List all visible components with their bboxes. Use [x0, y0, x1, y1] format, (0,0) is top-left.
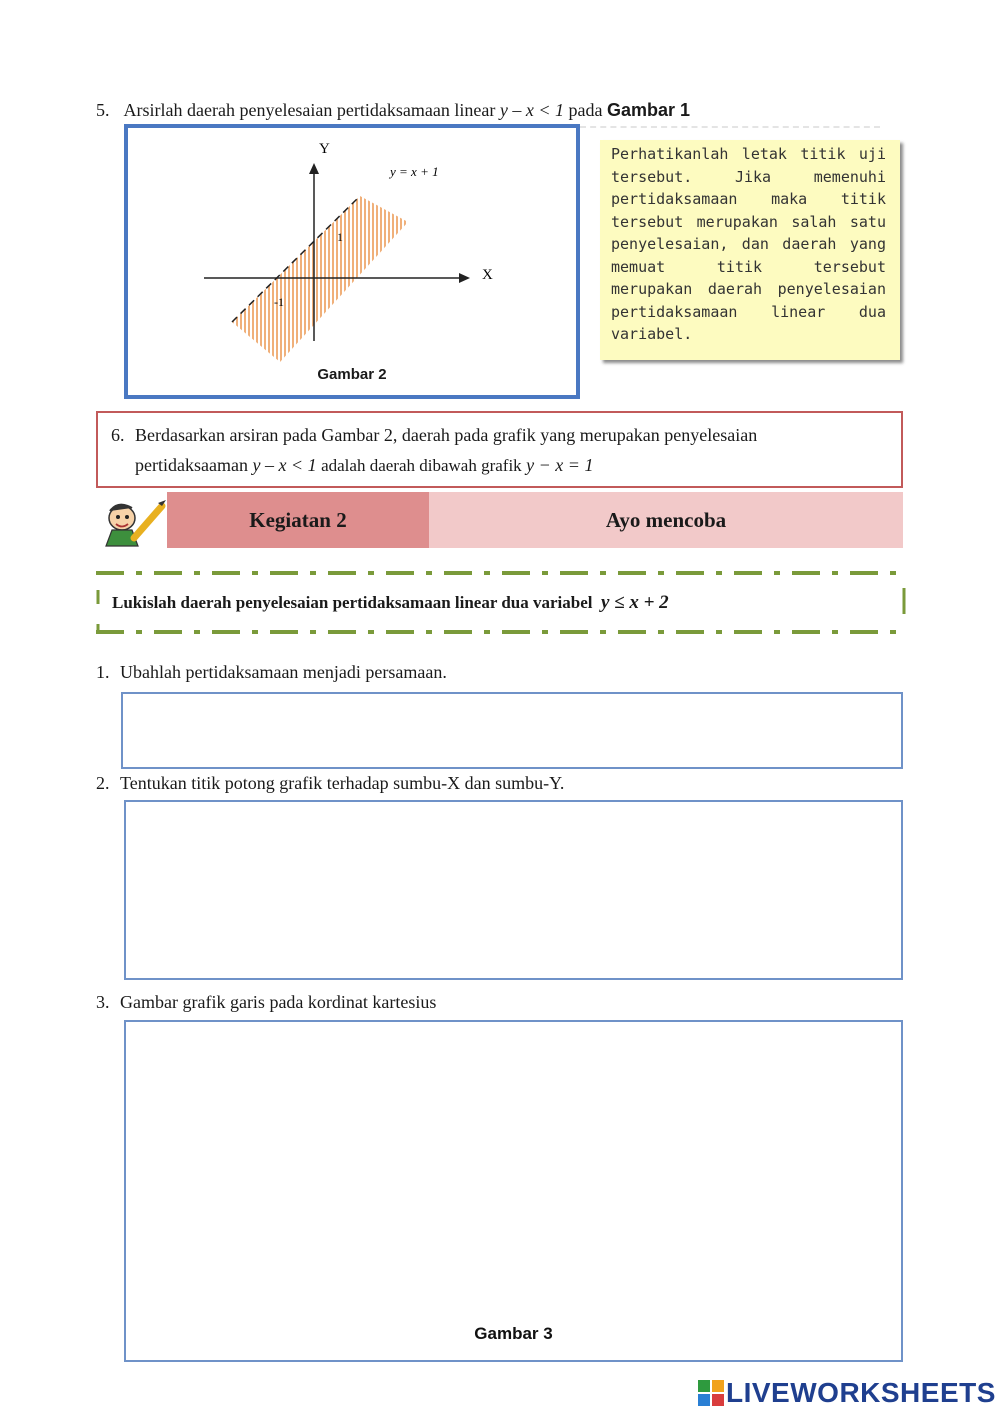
- x-axis-arrow-icon: [459, 273, 470, 283]
- graph-drawing-area[interactable]: [124, 1020, 903, 1362]
- question-6-line-2: [111, 450, 889, 481]
- logo-square-green: [698, 1380, 710, 1392]
- shaded-region: [232, 196, 408, 362]
- ayo-mencoba-label: Ayo mencoba: [429, 492, 903, 548]
- logo-square-blue: [698, 1394, 710, 1406]
- question-6-text-3: adalah daerah dibawah grafik: [321, 456, 522, 475]
- step-2-text: Tentukan titik potong grafik terhadap sumbu-X dan sumbu-Y.: [120, 773, 565, 793]
- step-2: [96, 771, 564, 795]
- logo-square-red: [712, 1394, 724, 1406]
- question-5-figure-ref: Gambar 1: [606, 100, 690, 120]
- mascot-pencil: [134, 506, 162, 538]
- step-1: [96, 660, 447, 684]
- dashed-divider: [580, 126, 880, 128]
- liveworksheets-logo-icon: [698, 1380, 724, 1406]
- step-1-text: Ubahlah pertidaksamaan menjadi persamaan.: [120, 662, 447, 682]
- liveworksheets-brand: LIVEWORKSHEETS: [726, 1377, 996, 1408]
- question-6-text: Berdasarkan arsiran pada Gambar 2, daerah pada grafik yang merupakan penyelesaian: [135, 425, 758, 445]
- question-6-inequality: y – x < 1: [252, 455, 317, 475]
- answer-box-1[interactable]: [121, 692, 903, 769]
- logo-square-orange: [712, 1380, 724, 1392]
- mascot-eye: [116, 515, 120, 519]
- question-5-text-mid: pada: [568, 100, 603, 120]
- question-5-inequality: y – x < 1: [499, 100, 564, 120]
- instruction-text-line: [112, 591, 669, 615]
- instruction-text: Lukislah daerah penyelesaian pertidaksamaan linear dua variabel: [112, 593, 593, 612]
- question-6-text-2: pertidaksaaman: [135, 455, 248, 475]
- x-tick-label: -1: [274, 295, 284, 309]
- step-2-number: 2.: [96, 773, 110, 793]
- hint-note: [600, 140, 900, 360]
- question-6-number: 6.: [111, 425, 125, 445]
- x-axis-label: X: [482, 267, 493, 283]
- step-3: [96, 990, 436, 1014]
- question-6-box: [96, 411, 903, 488]
- y-axis-label: Y: [319, 141, 330, 157]
- figure-2-box: [124, 124, 580, 399]
- step-3-text: Gambar grafik garis pada kordinat kartesius: [120, 992, 437, 1012]
- kegiatan-label: Kegiatan 2: [167, 492, 429, 548]
- question-5-text: Arsirlah daerah penyelesaian pertidaksamaan linear: [123, 100, 496, 120]
- answer-box-2[interactable]: [124, 800, 903, 980]
- line-label: y = x + 1: [390, 164, 439, 179]
- figure-2-caption: Gambar 2: [317, 366, 387, 383]
- mascot-eye: [125, 515, 129, 519]
- question-6-equation: y − x = 1: [526, 455, 594, 475]
- step-1-number: 1.: [96, 662, 110, 682]
- step-3-number: 3.: [96, 992, 110, 1012]
- instruction-inequality: y ≤ x + 2: [600, 592, 669, 613]
- pencil-mascot-icon: [98, 498, 168, 550]
- question-5-number: 5.: [96, 100, 110, 120]
- hint-note-text: Perhatikanlah letak titik uji tersebut. Jika memenuhi pertidaksamaan maka titik tersebut merupakan salah satu penyelesaian, dan daerah yang memuat titik tersebut merupakan daerah penyelesaian pertidaksamaan linear dua variabel.: [611, 145, 886, 343]
- figure-3-caption: Gambar 3: [474, 1324, 553, 1343]
- figure-2-graph: [128, 128, 576, 395]
- question-6-line-1: [111, 420, 889, 450]
- liveworksheets-footer[interactable]: [698, 1376, 996, 1410]
- y-tick-label: 1: [337, 230, 343, 244]
- question-5: [96, 98, 690, 122]
- y-axis-arrow-icon: [309, 163, 319, 174]
